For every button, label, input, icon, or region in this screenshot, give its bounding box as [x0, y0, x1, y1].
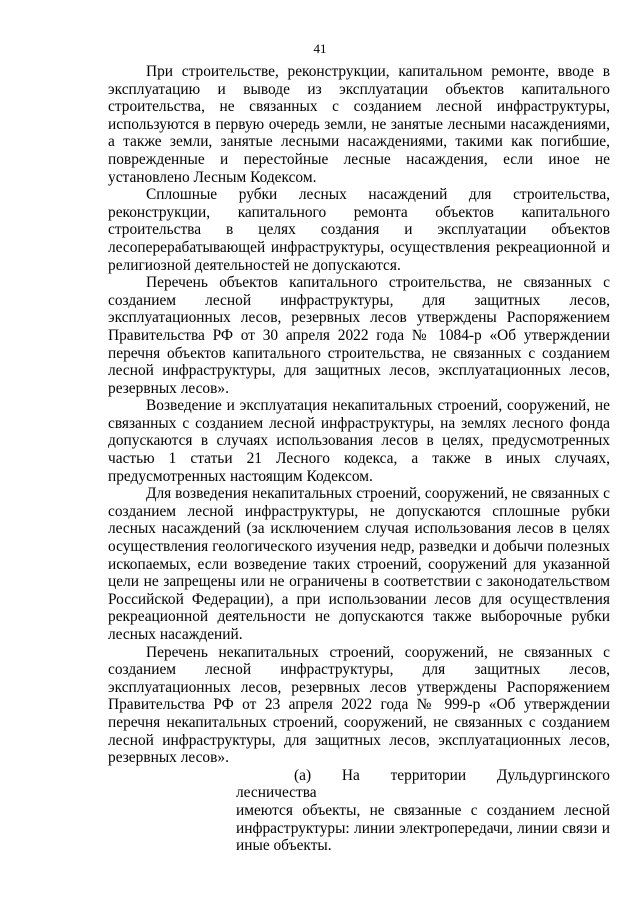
note-rest: имеются объекты, не связанные с созданием лесной инфраструктуры: линии электропередачи, линии связи и иные объекты.	[236, 801, 610, 855]
paragraph-clear-cutting-ban: Сплошные рубки лесных насаждений для строительства, реконструкции, капитального ремонта объектов капитального строительства в целях создания и эксплуатации объектов лесоперерабатывающей инфраструктуры, осуществления рекреационной и религиозной деятельностей не допускаются.	[108, 186, 610, 274]
paragraph-non-capital-structures: Возведение и эксплуатация некапитальных строений, сооружений, не связанных с созданием лесной инфраструктуры, на землях лесного фонда допускаются в случаях использования лесов в целях, предусмотренных частью 1 статьи 21 Лесного кодекса, а также в иных случаях, предусмотренных настоящим Кодексом.	[108, 397, 610, 485]
body-text	[108, 63, 610, 855]
note-first-line: (а) На территории Дульдургинского лесничества	[236, 766, 610, 802]
page-number: 41	[313, 41, 327, 56]
paragraph-non-capital-cutting-rules: Для возведения некапитальных строений, сооружений, не связанных с созданием лесной инфраструктуры, не допускаются сплошные рубки лесных насаждений (за исключением случая использования лесов в целях осуществления геологического изучения недр, разведки и добычи полезных ископаемых, если возведение таких строений, сооружений для указанной цели не запрещены или не ограничены в соответствии с законодательством Российской Федерации), а при использовании лесов для осуществления рекреационной деятельности не допускаются также выборочные рубки лесных насаждений.	[108, 485, 610, 643]
paragraph-capital-objects-list: Перечень объектов капитального строительства, не связанных с созданием лесной инфраструктуры, для защитных лесов, эксплуатационных лесов, резервных лесов утверждены Распоряжением Правительства РФ от 30 апреля 2022 года № 1084-р «Об утверждении перечня объектов капитального строительства, не связанных с созданием лесной инфраструктуры, для защитных лесов, эксплуатационных лесов, резервных лесов».	[108, 274, 610, 397]
paragraph-construction-land-use: При строительстве, реконструкции, капитальном ремонте, вводе в эксплуатацию и выводе из эксплуатации объектов капитального строительства, не связанных с созданием лесной инфраструктуры, используются в первую очередь земли, не занятые лесными насаждениями, а также земли, занятые лесными насаждениями, такими как погибшие, поврежденные и перестойные лесные насаждения, если иное не установлено Лесным Кодексом.	[108, 63, 610, 186]
note-existing-objects	[236, 767, 610, 855]
paragraph-non-capital-objects-list: Перечень некапитальных строений, сооружений, не связанных с созданием лесной инфраструктуры, для защитных лесов, эксплуатационных лесов, резервных лесов утверждены Распоряжением Правительства РФ от 23 апреля 2022 года № 999-р «Об утверждении перечня некапитальных строений, сооружений, не связанных с созданием лесной инфраструктуры, для защитных лесов, эксплуатационных лесов, резервных лесов».	[108, 643, 610, 767]
